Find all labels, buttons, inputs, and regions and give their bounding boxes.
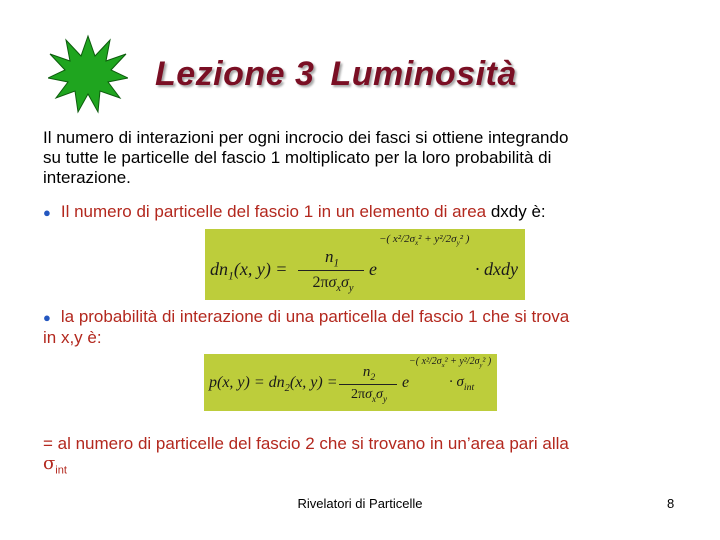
bullet-dot-icon: ● <box>43 205 51 220</box>
sigma-symbol: σ <box>43 453 56 474</box>
formula-dn1: $dn_1(x$, y) = $n_1$ $2\pi\sigma_x\sigma_y$ e −( $x^2/2\sigma_x^2 + y^2/2\sigma_y^2$ ) · dxdy <box>205 229 525 300</box>
sigma-subscript: int <box>55 464 67 477</box>
starburst-icon <box>48 34 128 114</box>
bullet2-line1: la probabilità di interazione di una particella del fascio 1 che si trova <box>60 307 570 326</box>
bullet-2 <box>43 307 569 348</box>
intro-line: su tutte le particelle del fascio 1 moltiplicato per la loro probabilità di <box>43 148 552 167</box>
intro-line: Il numero di interazioni per ogni incrocio dei fasci si ottiene integrando <box>43 128 569 147</box>
bullet1-tail: dxdy è: <box>490 202 546 221</box>
formula-p: p(x, $y) = dn_2(x$, y) = $n_2$ $2\pi\sigma_x\sigma_y$ e −( $x^2/2\sigma_x^2 + y^2/2\sigma_y^2$ ) · $\sigma_{int}$ <box>204 354 497 411</box>
page-number: 8 <box>667 496 675 511</box>
footer-title: Rivelatori di Particelle <box>297 496 423 511</box>
title-part2: Luminosità <box>330 55 517 93</box>
conclusion-line1: = al numero di particelle del fascio 2 che si trovano in un’area pari alla <box>43 434 569 453</box>
title-part1: Lezione 3 <box>155 55 315 93</box>
bullet2-line2: in x,y è: <box>43 328 102 347</box>
bullet-1 <box>43 202 546 223</box>
slide-title <box>155 55 575 94</box>
bullet-dot-icon: ● <box>43 310 51 325</box>
bullet1-text: Il numero di particelle del fascio 1 in un elemento di area <box>60 202 487 221</box>
intro-line: interazione. <box>43 168 131 187</box>
intro-paragraph <box>43 128 568 188</box>
conclusion <box>43 434 569 480</box>
